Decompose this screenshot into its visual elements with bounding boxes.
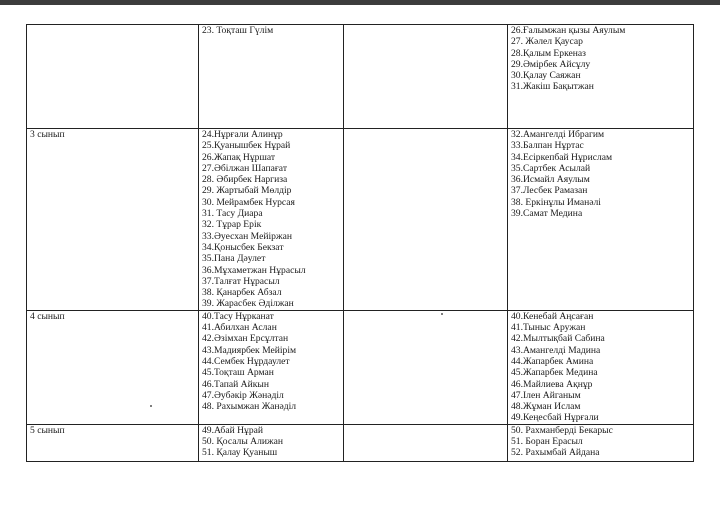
scan-speck <box>441 313 443 315</box>
right-names-cell <box>508 129 694 311</box>
student-name: 42.Мылтықбай Сабина <box>511 333 605 345</box>
student-name: 47.Әубәкір Жәнәділ <box>202 389 284 401</box>
student-name: 46.Тапай Айкын <box>202 378 269 390</box>
student-name: 26.Жапақ Нұршат <box>202 151 276 163</box>
right-names-cell <box>508 310 694 424</box>
student-name: 30.Қалау Саяжан <box>511 70 581 82</box>
student-name: 41.Абилхан Аслан <box>202 322 277 334</box>
scan-speck <box>150 405 152 407</box>
student-name: 33.Әуесхан Мейіржан <box>202 230 292 242</box>
student-name: 23. Тоқташ Гүлім <box>202 25 274 36</box>
table-row <box>27 129 694 311</box>
student-name: 43.Амангелді Мадина <box>511 344 601 356</box>
student-name: 38. Еркінұлы Иманәлі <box>511 196 601 208</box>
student-name: 47.Ілен Айганым <box>511 389 581 401</box>
left-names-cell <box>199 424 344 461</box>
student-name: 49.Кеңесбай Нұрғали <box>511 412 599 424</box>
empty-cell <box>344 424 508 461</box>
left-names-cell <box>199 129 344 311</box>
right-names-cell <box>508 424 694 461</box>
grade-cell <box>27 25 199 129</box>
student-name: 38. Қанарбек Абзал <box>202 287 282 299</box>
scan-top-edge <box>0 0 720 5</box>
student-name: 26.Ғалымжан қызы Аяулым <box>511 25 626 36</box>
empty-cell <box>344 310 508 424</box>
student-name: 28. Әбирбек Наргиза <box>202 174 288 186</box>
student-name: 34.Есіркепбай Нұрислам <box>511 151 613 163</box>
student-name: 31.Жакіш Бақытжан <box>511 81 594 93</box>
student-name: 32.Амангелді Ибрагим <box>511 129 605 140</box>
student-name: 27. Жәлел Қаусар <box>511 36 583 48</box>
student-name: 36.Исмайл Аяулым <box>511 174 590 186</box>
student-name: 29.Әмірбек Айсұлу <box>511 58 591 70</box>
grade-cell: 3 сынып <box>27 129 199 311</box>
table-row <box>27 424 694 461</box>
empty-cell <box>344 25 508 129</box>
student-name: 30. Мейрамбек Нурсая <box>202 196 295 208</box>
student-name: 29. Жартыбай Мөлдір <box>202 185 292 197</box>
table-row <box>27 25 694 129</box>
student-name: 48.Жұман Ислам <box>511 401 581 413</box>
right-names-cell <box>508 25 694 129</box>
student-name: 35.Сартбек Асылай <box>511 162 591 174</box>
grade-cell: 4 сынып <box>27 310 199 424</box>
student-name: 44.Сембек Нұрдаулет <box>202 355 290 367</box>
student-name: 48. Рахымжан Жанәділ <box>202 401 297 413</box>
student-name: 50. Рахманберді Бекарыс <box>511 424 613 436</box>
student-name: 43.Мадиярбек Мейірім <box>202 344 297 356</box>
student-name: 34.Қонысбек Бекзат <box>202 241 284 253</box>
student-name: 24.Нұрғали Алинұр <box>202 129 283 140</box>
empty-cell <box>344 129 508 311</box>
student-name: 45.Жапарбек Медина <box>511 367 598 379</box>
student-name: 40.Тасу Нұрканат <box>202 310 274 322</box>
student-name: 44.Жапарбек Амина <box>511 355 594 367</box>
student-name: 51. Қалау Қуаныш <box>202 447 278 459</box>
student-name: 32. Тұрар Ерік <box>202 219 262 231</box>
student-name: 39. Жарасбек Әділжан <box>202 298 294 310</box>
student-name: 51. Боран Ерасыл <box>511 436 583 448</box>
student-name: 31. Тасу Диара <box>202 208 263 220</box>
left-names-cell <box>199 25 344 129</box>
student-name: 28.Қалым Еркеназ <box>511 47 586 59</box>
grade-cell: 5 сынып <box>27 424 199 461</box>
student-name: 40.Кенебай Аңсаған <box>511 310 594 322</box>
student-name: 37.Лесбек Рамазан <box>511 185 588 197</box>
student-roster-table <box>26 24 694 462</box>
student-name: 52. Рахымбай Айдана <box>511 447 600 459</box>
table-row <box>27 310 694 424</box>
student-name: 36.Мұхаметжан Нұрасыл <box>202 264 306 276</box>
student-name: 27.Әбілжан Шапағат <box>202 162 288 174</box>
student-name: 33.Балпан Нұртас <box>511 140 584 152</box>
student-name: 41.Тыныс Аружан <box>511 322 586 334</box>
student-name: 39.Самат Медина <box>511 208 583 220</box>
left-names-cell <box>199 310 344 424</box>
student-name: 46.Майлиева Ақнұр <box>511 378 593 390</box>
student-name: 37.Талғат Нұрасыл <box>202 275 280 287</box>
student-name: 50. Қосалы Алижан <box>202 436 284 448</box>
student-name: 25.Қуанышбек Нұрай <box>202 140 291 152</box>
student-name: 45.Тоқташ Арман <box>202 367 274 379</box>
student-name: 42.Әзімхан Ерсұлтан <box>202 333 289 345</box>
student-name: 49.Абай Нұрай <box>202 424 264 436</box>
student-name: 35.Пана Дәулет <box>202 253 266 265</box>
